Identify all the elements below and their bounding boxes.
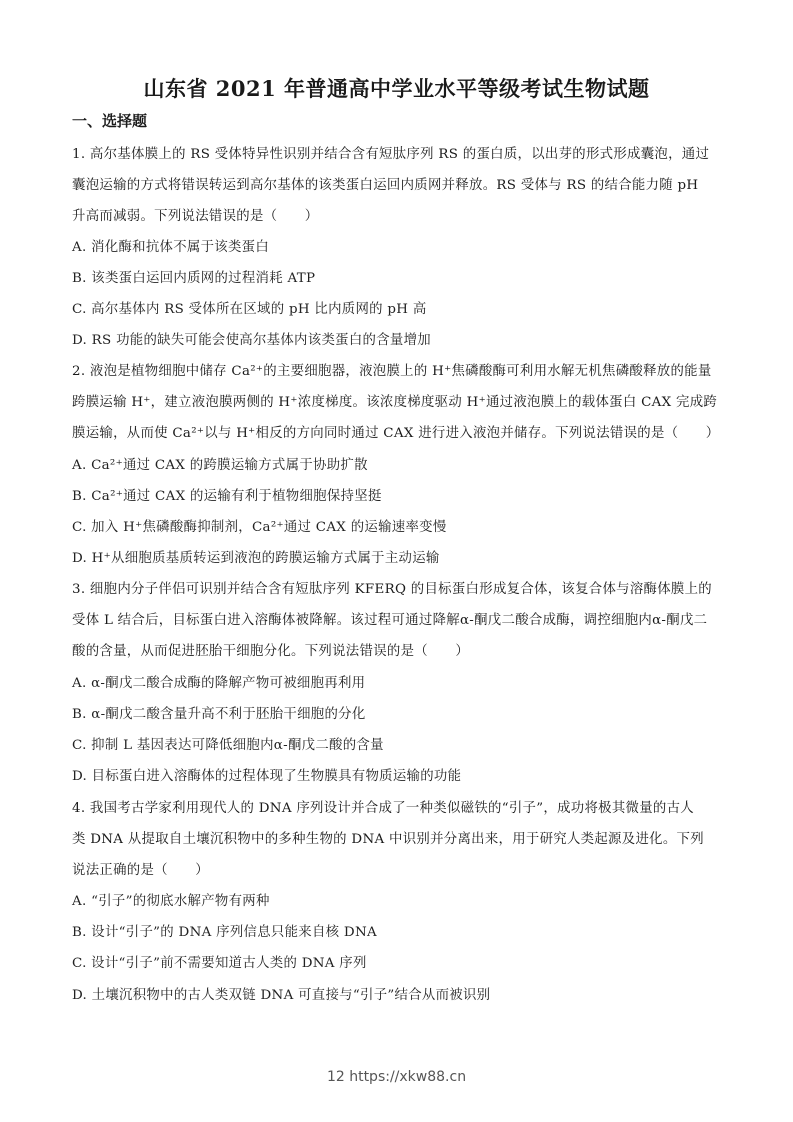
question-4-line-3: 说法正确的是（ ） bbox=[72, 863, 209, 878]
question-4-option-d: D. 土壤沉积物中的古人类双链 DNA 可直接与“引子”结合从而被识别 bbox=[72, 988, 491, 1003]
question-4-option-c: C. 设计“引子”前不需要知道古人类的 DNA 序列 bbox=[72, 956, 367, 971]
question-3-option-b: B. α-酮戊二酸含量升高不利于胚胎干细胞的分化 bbox=[72, 707, 366, 722]
question-3-line-3: 酸的含量，从而促进胚胎干细胞分化。下列说法错误的是（ ） bbox=[72, 644, 470, 659]
question-1-option-c: C. 高尔基体内 RS 受体所在区域的 pH 比内质网的 pH 高 bbox=[72, 302, 427, 317]
section-heading: 一、选择题 bbox=[72, 112, 148, 130]
page-footer: 12 https://xkw88.cn bbox=[326, 1069, 467, 1085]
question-3-option-d: D. 目标蛋白进入溶酶体的过程体现了生物膜具有物质运输的功能 bbox=[72, 769, 462, 784]
question-2-line-3: 膜运输，从而使 Ca²⁺以与 H⁺相反的方向同时通过 CAX 进行进入液泡并储存。下列说法错误的是（ ） bbox=[72, 426, 720, 441]
question-4-option-a: A. “引子”的彻底水解产物有两种 bbox=[72, 894, 270, 909]
question-3-option-a: A. α-酮戊二酸合成酶的降解产物可被细胞再利用 bbox=[72, 676, 366, 691]
question-1-line-3: 升高而减弱。下列说法错误的是（ ） bbox=[72, 209, 319, 224]
question-1-option-d: D. RS 功能的缺失可能会使高尔基体内该类蛋白的含量增加 bbox=[72, 333, 431, 348]
question-3-line-2: 受体 L 结合后，目标蛋白进入溶酶体被降解。该过程可通过降解α-酮戊二酸合成酶，调控细胞内α-酮戊二 bbox=[72, 613, 708, 628]
question-2-option-a: A. Ca²⁺通过 CAX 的跨膜运输方式属于协助扩散 bbox=[72, 458, 368, 473]
question-4-option-b: B. 设计“引子”的 DNA 序列信息只能来自核 DNA bbox=[72, 925, 377, 940]
question-4-line-2: 类 DNA 从提取自土壤沉积物中的多种生物的 DNA 中识别并分离出来，用于研究人类起源及进化。下列 bbox=[72, 832, 704, 847]
question-2-line-1: 2. 液泡是植物细胞中储存 Ca²⁺的主要细胞器，液泡膜上的 H⁺焦磷酸酶可利用水解无机焦磷酸释放的能量 bbox=[72, 364, 712, 379]
question-3-option-c: C. 抑制 L 基因表达可降低细胞内α-酮戊二酸的含量 bbox=[72, 738, 384, 753]
question-2-line-2: 跨膜运输 H⁺，建立液泡膜两侧的 H⁺浓度梯度。该浓度梯度驱动 H⁺通过液泡膜上的载体蛋白 CAX 完成跨 bbox=[72, 395, 718, 410]
question-2-option-d: D. H⁺从细胞质基质转运到液泡的跨膜运输方式属于主动运输 bbox=[72, 551, 440, 566]
question-1-line-2: 囊泡运输的方式将错误转运到高尔基体的该类蛋白运回内质网并释放。RS 受体与 RS 的结合能力随 pH bbox=[72, 178, 699, 193]
document-title: 山东省 2021 年普通高中学业水平等级考试生物试题 bbox=[143, 76, 650, 101]
question-1-line-1: 1. 高尔基体膜上的 RS 受体特异性识别并结合含有短肽序列 RS 的蛋白质，以出芽的形式形成囊泡，通过 bbox=[72, 147, 710, 162]
question-3-line-1: 3. 细胞内分子伴侣可识别并结合含有短肽序列 KFERQ 的目标蛋白形成复合体，该复合体与溶酶体膜上的 bbox=[72, 582, 712, 597]
question-4-line-1: 4. 我国考古学家利用现代人的 DNA 序列设计并合成了一种类似磁铁的“引子”，成功将极其微量的古人 bbox=[72, 801, 694, 816]
question-2-option-b: B. Ca²⁺通过 CAX 的运输有利于植物细胞保持坚挺 bbox=[72, 489, 382, 504]
question-2-option-c: C. 加入 H⁺焦磷酸酶抑制剂，Ca²⁺通过 CAX 的运输速率变慢 bbox=[72, 520, 447, 535]
question-1-option-b: B. 该类蛋白运回内质网的过程消耗 ATP bbox=[72, 271, 316, 286]
question-1-option-a: A. 消化酶和抗体不属于该类蛋白 bbox=[72, 240, 270, 255]
